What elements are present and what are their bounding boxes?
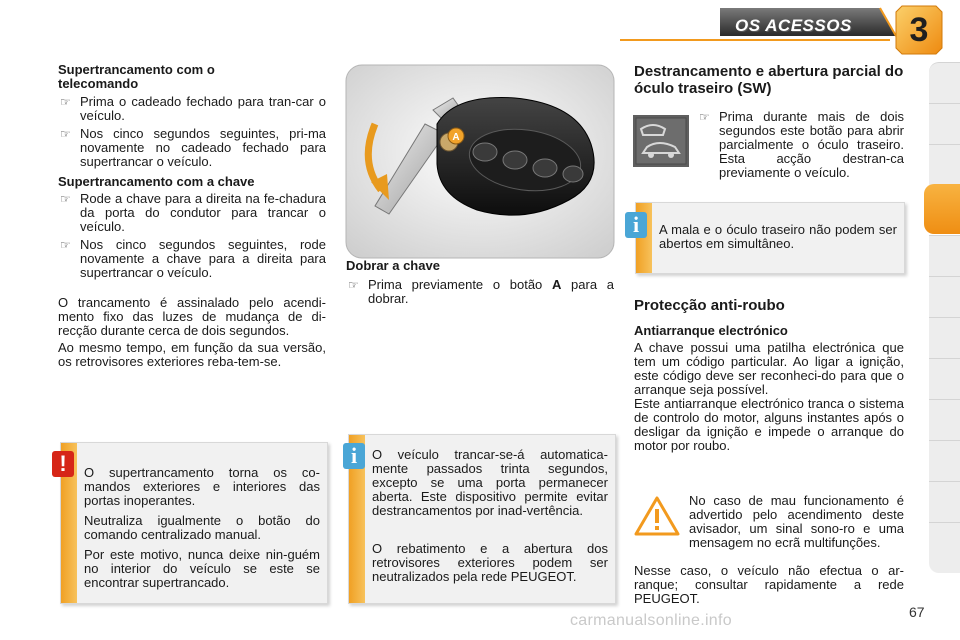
paragraph-warning-avisador: No caso de mau funcionamento é advertido pelo acendimento deste avisador, um sinal sono-ro e uma mensagem no ecrã multifunções.: [689, 493, 904, 550]
pointing-hand-icon: ☞: [60, 192, 71, 206]
page-number: 67: [909, 604, 925, 620]
side-tab-6[interactable]: [929, 276, 960, 317]
watermark: carmanualsonline.info: [570, 612, 732, 629]
side-tab-8[interactable]: [929, 358, 960, 399]
warning-triangle-icon: [634, 496, 680, 536]
pointing-hand-icon: ☞: [60, 95, 71, 109]
pointing-hand-icon: ☞: [60, 238, 71, 252]
heading-proteccao-anti-roubo: Protecção anti-roubo: [634, 297, 785, 314]
info-note-trancamento-automatico: [348, 434, 616, 604]
side-tab-2[interactable]: [929, 103, 960, 144]
side-tab-7[interactable]: [929, 317, 960, 358]
heading-supertrancamento-chave: Supertrancamento com a chave: [58, 174, 255, 189]
list-destrancamento: [697, 110, 904, 184]
info-icon: i: [343, 443, 365, 469]
list-dobrar: [346, 278, 614, 310]
list-item: ☞ Nos cinco segundos seguintes, pri-ma novamente no cadeado fechado para supertrancar o veículo.: [60, 126, 326, 169]
paragraph-antiarranque-1: A chave possui uma patilha electrónica que tem um código particular. Ao ligar a ignição, este código deve ser reconheci-do para que o arranque seja possível.: [634, 340, 904, 397]
list-item: ☞ Rode a chave para a direita na fe-chadura da porta do condutor para trancar o veículo.: [60, 191, 326, 234]
warning-paragraph: Por este motivo, nunca deixe nin-guém no interior do veículo se este se encontrar supertrancado.: [84, 547, 320, 590]
chapter-title: OS ACESSOS: [735, 16, 852, 35]
list-chave: [58, 192, 326, 284]
side-tab-12[interactable]: [929, 522, 960, 573]
warning-note-supertrancamento: [60, 442, 328, 604]
warning-icon: !: [52, 451, 74, 477]
paragraph-trancamento: O trancamento é assinalado pelo acendi-mento fixo das luzes de mudança de di-recção durante cerca de dois segundos.: [58, 295, 326, 338]
side-tab-3[interactable]: [929, 144, 960, 185]
info-paragraph: O veículo trancar-se-á automatica-mente passados trinta segundos, excepto se uma porta permanecer aberta. Este dispositivo permite evitar destrancamentos por inad-vertência.: [372, 447, 608, 518]
pointing-hand-icon: ☞: [348, 278, 359, 292]
side-tab-10[interactable]: [929, 440, 960, 481]
key-folding-illustration: [345, 64, 615, 259]
side-tab-5[interactable]: [929, 235, 960, 276]
info-paragraph: O rebatimento e a abertura dos retrovisores exteriores podem ser neutralizados pela rede PEUGEOT.: [372, 541, 608, 584]
list-telecomando: [58, 95, 326, 173]
heading-antiarranque: Antiarranque electrónico: [634, 323, 788, 338]
info-note-text: A mala e o óculo traseiro não podem ser abertos em simultâneo.: [659, 222, 897, 251]
warning-paragraph: Neutraliza igualmente o botão do comando centralizado manual.: [84, 513, 320, 542]
key-button-a-label: A: [452, 132, 460, 143]
list-item: ☞ Nos cinco segundos seguintes, rode novamente a chave para a direita para supertrancar o veículo.: [60, 237, 326, 280]
side-tab-active[interactable]: [924, 184, 960, 234]
info-note-text: [372, 448, 608, 590]
warning-note-text: [84, 466, 320, 596]
paragraph-nesse-caso: Nesse caso, o veículo não efectua o ar-ranque; consultar rapidamente a rede PEUGEOT.: [634, 563, 904, 606]
side-tab-1[interactable]: [929, 62, 960, 103]
heading-dobrar-chave: Dobrar a chave: [346, 258, 440, 273]
list-item: ☞ Prima previamente o botão A para a dobrar.: [348, 277, 614, 306]
trunk-unlock-button-icon: [633, 115, 689, 167]
paragraph-retrovisores: Ao mesmo tempo, em função da sua versão, os retrovisores exteriores reba-tem-se.: [58, 340, 326, 369]
list-item: ☞ Prima o cadeado fechado para tran-car o veículo.: [60, 94, 326, 123]
paragraph-antiarranque-2: Este antiarranque electrónico tranca o sistema de controlo do motor, alguns instantes após o desligar da ignição e impede o arranque do motor por roubo.: [634, 396, 904, 453]
list-item: ☞ Prima durante mais de dois segundos este botão para abrir parcialmente o óculo traseiro. Esta acção destran-ca previamente o veículo.: [699, 109, 904, 180]
heading-supertrancamento-telecomando: Supertrancamento com o telecomando: [58, 62, 215, 91]
heading-destrancamento: Destrancamento e abertura parcial do óculo traseiro (SW): [634, 63, 904, 97]
pointing-hand-icon: ☞: [699, 110, 710, 124]
info-note-mala: [635, 202, 905, 274]
info-icon: i: [625, 212, 647, 238]
button-a-reference: A: [551, 277, 562, 292]
warning-paragraph: O supertrancamento torna os co-mandos exteriores e interiores das portas inoperantes.: [84, 465, 320, 508]
chapter-number: 3: [909, 11, 929, 49]
side-tab-9[interactable]: [929, 399, 960, 440]
pointing-hand-icon: ☞: [60, 127, 71, 141]
side-tab-11[interactable]: [929, 481, 960, 522]
